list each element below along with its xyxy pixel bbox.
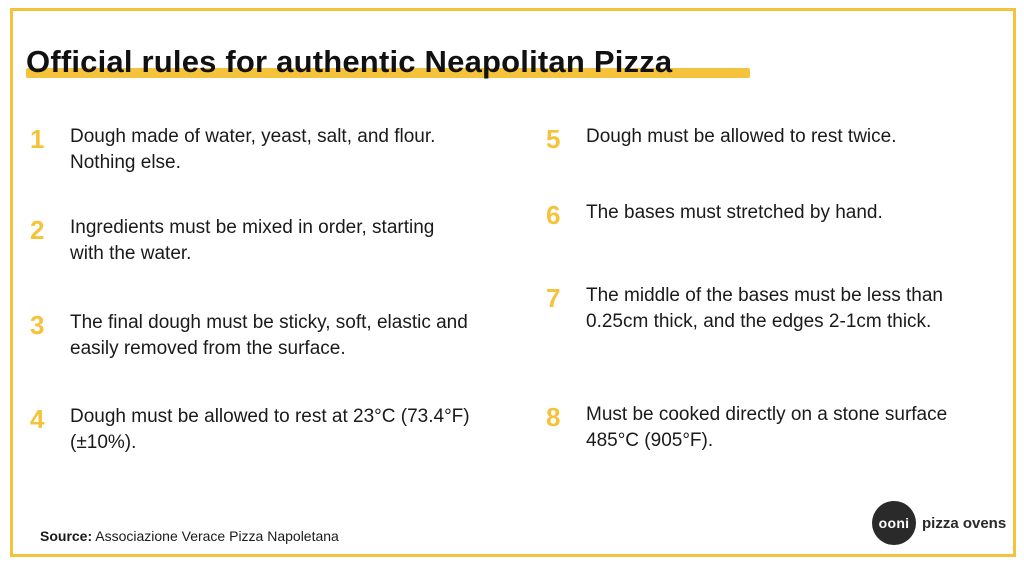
rule-number: 4: [30, 404, 45, 434]
rule-item-2: [30, 215, 450, 267]
source-label: Source:: [40, 528, 93, 544]
rule-text: The bases must stretched by hand.: [586, 202, 883, 223]
rule-number: 2: [30, 215, 45, 245]
brand-logo: [872, 501, 1006, 545]
rule-text: Dough made of water, yeast, salt, and flour. Nothing else.: [70, 126, 436, 173]
rule-item-8: [546, 402, 966, 454]
rule-text: The middle of the bases must be less than 0.25cm thick, and the edges 2-1cm thick.: [586, 285, 943, 332]
rule-item-1: [30, 124, 470, 176]
ooni-logo-icon: ooni: [872, 501, 916, 545]
rule-number: 6: [546, 200, 561, 230]
rule-number: 5: [546, 124, 561, 154]
page-title: Official rules for authentic Neapolitan Pizza: [26, 44, 673, 79]
rule-text: Must be cooked directly on a stone surface 485°C (905°F).: [586, 404, 948, 451]
rule-number: 3: [30, 310, 45, 340]
rule-item-4: [30, 404, 490, 456]
brand-tagline: pizza ovens: [922, 514, 1007, 532]
rule-item-7: [546, 283, 986, 335]
rule-number: 1: [30, 124, 45, 154]
rule-number: 8: [546, 402, 561, 432]
rule-item-3: [30, 310, 520, 362]
rule-text: Dough must be allowed to rest twice.: [586, 126, 897, 147]
source-credit: [40, 528, 339, 544]
rule-item-6: [546, 200, 1006, 228]
rule-text: The final dough must be sticky, soft, elastic and easily removed from the surface.: [70, 312, 468, 359]
rule-text: Ingredients must be mixed in order, starting with the water.: [70, 217, 435, 264]
rule-item-5: [546, 124, 1006, 152]
source-text: Associazione Verace Pizza Napoletana: [95, 528, 339, 544]
rule-number: 7: [546, 283, 561, 313]
rule-text: Dough must be allowed to rest at 23°C (73.4°F) (±10%).: [70, 406, 470, 453]
